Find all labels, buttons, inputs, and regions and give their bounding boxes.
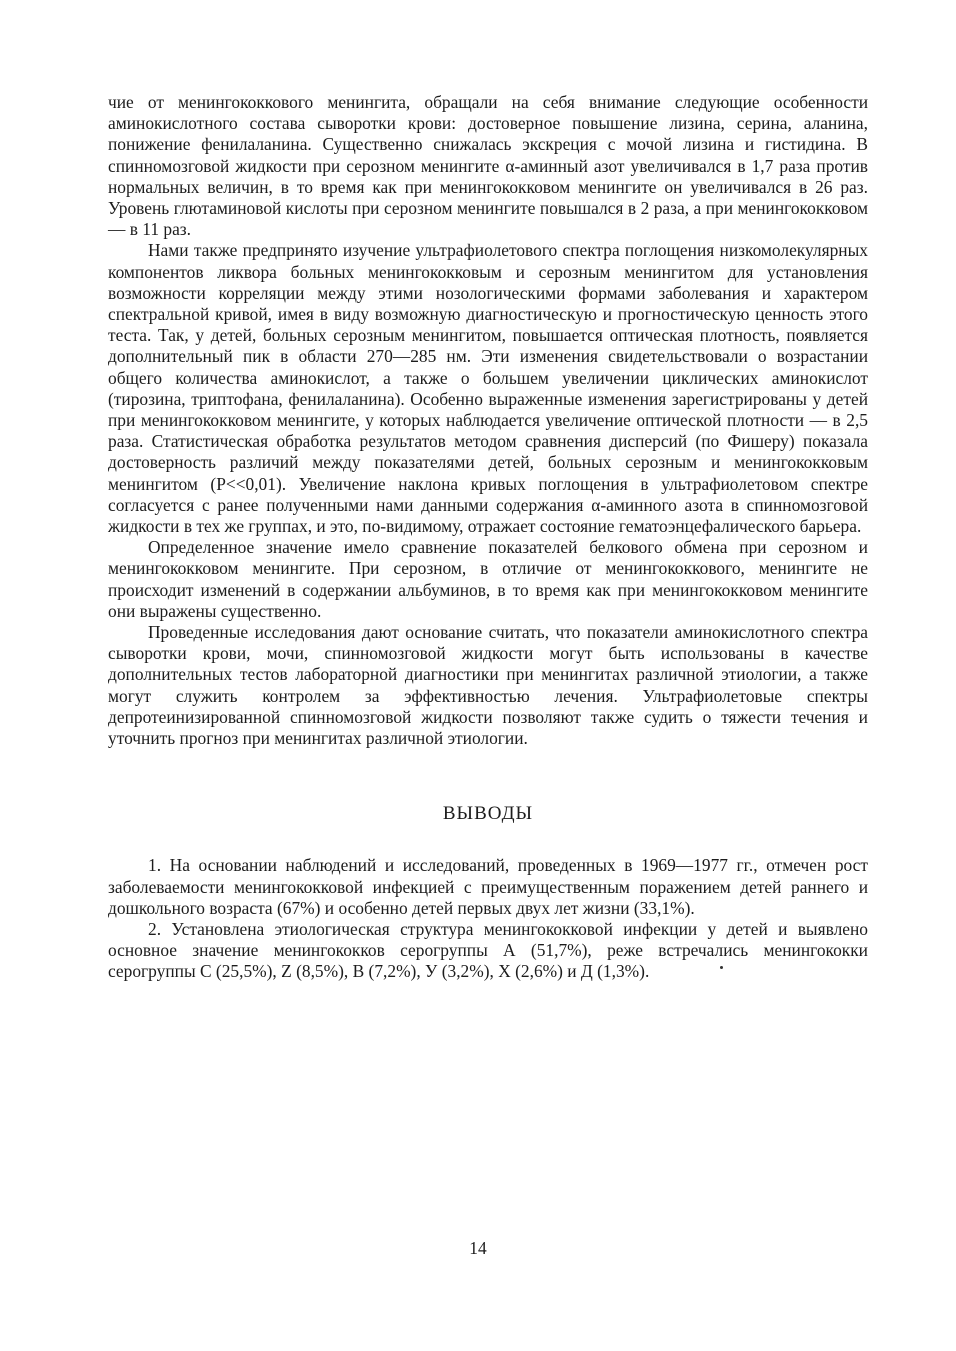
section-heading: ВЫВОДЫ	[442, 803, 534, 825]
conclusion-item-1: 1. На основании наблюдений и исследований, проведенных в 1969—1977 гг., отмечен рост заболеваемости менингококковой инфекцией с преимущественным поражением детей раннего и дошкольного возраста (67%) и особенно детей первых двух лет жизни (33,1%).	[108, 855, 868, 918]
body-paragraph-2: Нами также предпринято изучение ультрафиолетового спектра поглощения низкомолекулярных компонентов ликвора больных менингококковым и серозным менингитом для установления возможности корреляции между этими нозологическими формами заболевания и характером спектральной кривой, имея в виду возможную диагностическую и прогностическую ценность этого теста. Так, у детей, больных серозным менингитом, повышается оптическая плотность, появляется дополнительный пик в области 270—285 нм. Эти изменения свидетельствовали о возрастании общего количества аминокислот, а также о большем увеличении циклических аминокислот (тирозина, триптофана, фенилаланина). Особенно выраженные изменения зарегистрированы у детей при менингококковом менингите, у которых наблюдается увеличение оптической плотности — в 2,5 раза. Статистическая обработка результатов методом сравнения дисперсий (по Фишеру) показала достоверность различий между показателями детей, больных серозным и менингококковым менингитом (P<<0,01). Увеличение наклона кривых поглощения в ультрафиолетовом спектре согласуется с ранее полученными нами данными содержания α-аминного азота в спинномозговой жидкости в тех же группах, и это, по-видимому, отражает состояние гематоэнцефалического барьера.	[108, 240, 868, 537]
body-paragraph-4: Проведенные исследования дают основание считать, что показатели аминокислотного спектра сыворотки крови, мочи, спинномозговой жидкости могут быть использованы в качестве дополнительных тестов лабораторной диагностики при менингитах различной этиологии, а также могут служить контролем за эффективностью лечения. Ультрафиолетовые спектры депротеинизированной спинномозговой жидкости позволяют также судить о тяжести течения и уточнить прогноз при менингитах различной этиологии.	[108, 622, 868, 749]
body-paragraph-1: чие от менингококкового менингита, обращали на себя внимание следующие особенности аминокислотного состава сыворотки крови: достоверное повышение лизина, серина, аланина, понижение фенилаланина. Существенно снижалась экскреция с мочой лизина и гистидина. В спинномозговой жидкости при серозном менингите α-аминный азот увеличивался в 1,7 раза против нормальных величин, в то время как при менингококковом менингите он увеличивался в 26 раз. Уровень глютаминовой кислоты при серозном менингите повышался в 2 раза, а при менингококковом — в 11 раз.	[108, 92, 868, 240]
scan-speck	[720, 966, 723, 969]
page-number: 14	[469, 1238, 487, 1258]
body-paragraph-3: Определенное значение имело сравнение показателей белкового обмена при серозном и менингококковом менингите. При серозном, в отличие от менингококкового, менингите не происходит изменений в содержании альбуминов, в то время как при менингококковом менингите они выражены существенно.	[108, 537, 868, 621]
conclusion-item-2: 2. Установлена этиологическая структура менингококковой инфекции у детей и выявлено основное значение менингококков серогруппы А (51,7%), реже встречались менингококки серогруппы С (25,5%), Z (8,5%), В (7,2%), У (3,2%), Х (2,6%) и Д (1,3%).	[108, 918, 868, 982]
